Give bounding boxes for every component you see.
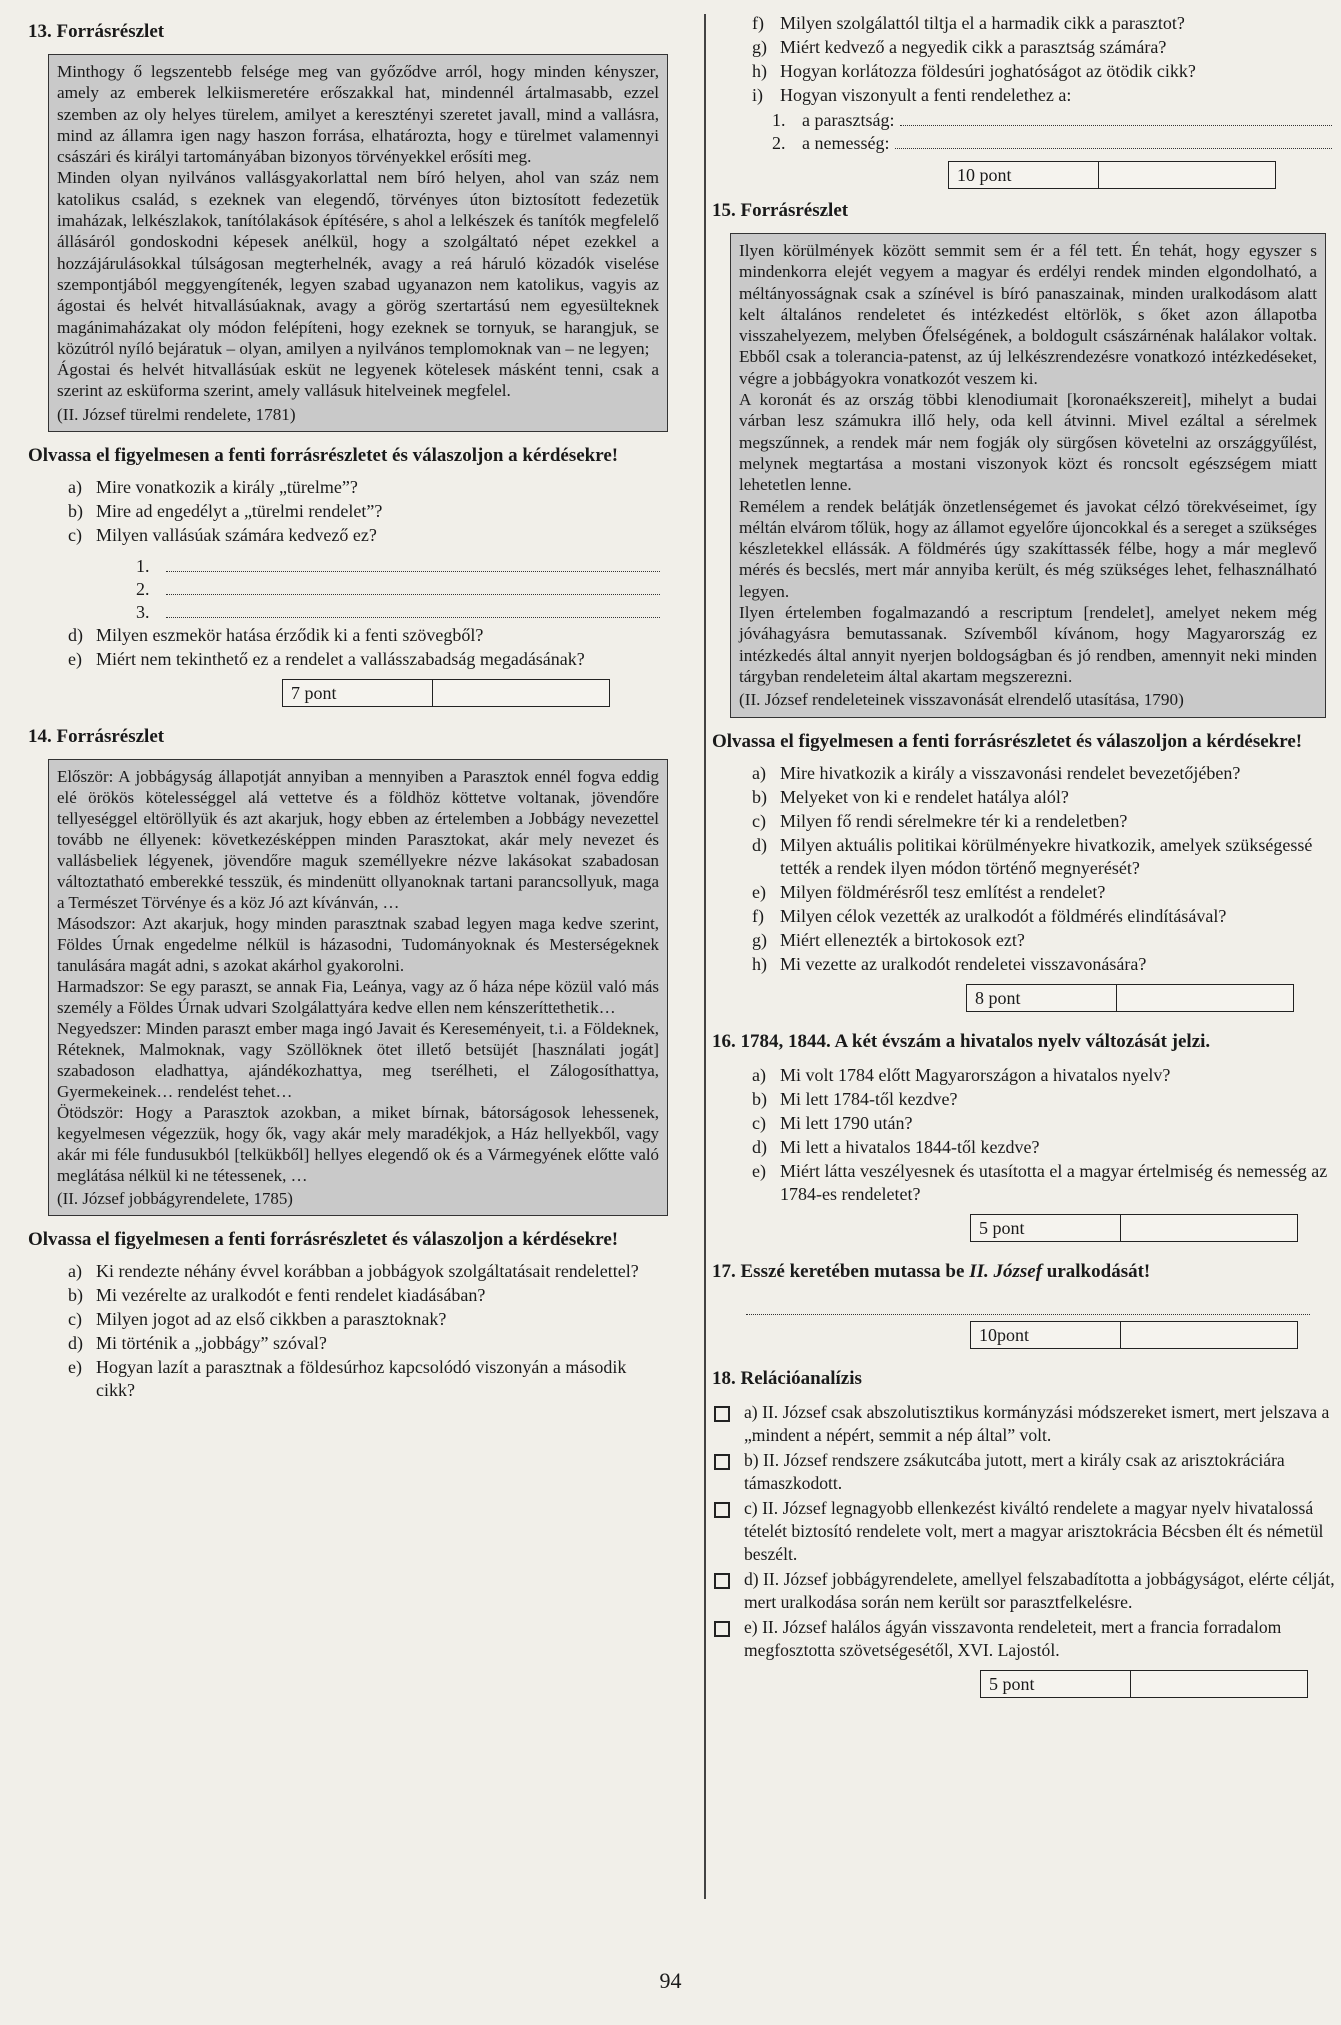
relation-list: [712, 1401, 1340, 1662]
question: c) Mi lett 1790 után?: [752, 1112, 913, 1133]
page-number: 94: [659, 1968, 682, 1993]
question: h) Mi vezette az uralkodót rendeletei visszavonására?: [752, 953, 1147, 974]
source-citation: (II. József jobbágyrendelete, 1785): [57, 1189, 293, 1209]
question: i) Hogyan viszonyult a fenti rendelethez a:: [752, 85, 1072, 105]
question-list: [28, 624, 668, 671]
question: e) Milyen földmérésről tesz említést a rendelet?: [752, 881, 1106, 902]
source-paragraph: Ilyen körülmények között semmit sem ér a fél tett. Én tehát, hogy egyszer s mindenkorra elejét vegyem a magyar és erdélyi rendek minden elgondolható, a méltányosságnak csak a színével is bíró panaszainak, minden uralkodásom alatt kelt általános rendeletet és intézkedést eltörlök, s őket azon állapotba visszahelyezem, melyben Őfelségének, a boldogult császárnénak halálakor voltak. Ebből csak a tolerancia-patenst, az új lelkészrendezésre vonatkozó intézkedéseket, végre a jobbágyokra vonatkozót veszem ki.: [739, 241, 1317, 388]
section-18-title: 18. Relációanalízis: [712, 1367, 862, 1389]
section-16-title: 16. 1784, 1844. A két évszám a hivatalos nyelv változását jelzi.: [712, 1030, 1211, 1052]
section-15: [712, 199, 1340, 1012]
question: d) Mi történik a „jobbágy” szóval?: [68, 1333, 327, 1354]
question-list: [28, 476, 668, 547]
question: d) Milyen aktuális politikai körülményekre hivatkozik, amelyek szükségessé tették a rendek ilyen módon történő megnyerését?: [752, 834, 1313, 878]
section-15-title: 15. Forrásrészlet: [712, 200, 849, 221]
relation-item: c) II. József legnagyobb ellenkezést kiváltó rendelete a magyar nyelv hivatalossá tételét biztosító rendelete volt, mert a magyar arisztokrácia Bécsben élt és németül beszélt.: [712, 1497, 1340, 1566]
question: g) Miért ellenezték a birtokosok ezt?: [752, 929, 1025, 950]
checkbox[interactable]: [714, 1406, 730, 1422]
answer-line[interactable]: 2.: [28, 578, 668, 601]
question: f) Milyen célok vezették az uralkodót a földmérés elindításával?: [752, 905, 1227, 926]
section-17: [712, 1260, 1340, 1349]
question-list: [712, 762, 1340, 976]
question: b) Mi vezérelte az uralkodót e fenti rendelet kiadásában?: [68, 1285, 486, 1306]
question: e) Miért látta veszélyesnek és utasította el a magyar értelmiség és nemesség az 1784-es rendeletet?: [752, 1160, 1328, 1204]
right-column: [712, 12, 1340, 1716]
instruction: Olvassa el figyelmesen a fenti forrásrészletet és válaszoljon a kérdésekre!: [28, 1229, 619, 1251]
question: e) Hogyan lazít a parasztnak a földesúrhoz kapcsolódó viszonyán a második cikk?: [68, 1357, 627, 1401]
question: b) Mi lett 1784-től kezdve?: [752, 1088, 958, 1109]
source-paragraph: Először: A jobbágyság állapotját annyiban a mennyiben a Parasztok ennél fogva eddig elé örökös kötelességgel alá vettetve és a földhöz köttetve voltanak, jövendőre tellyeséggel eltöröllyük és azt akarjuk, hogy ebben az értelemben a Jobbágy nevezettel tovább ne éllyenek: következésképpen minden Parasztokat, akár mely nevezet és vallásbeliek légyenek, jövendőre maguk személlyekre nézve lakásokat szabadosan változtatható emberekké tesszük, és mindenütt ollyanoknak tartani parancsollyuk, maga a Természet Törvénye és a köz Jó azt kívánván, …: [57, 767, 659, 913]
question: b) Mire ad engedélyt a „türelmi rendelet”?: [68, 501, 383, 522]
question: c) Milyen fő rendi sérelmekre tér ki a rendeletben?: [752, 810, 1128, 831]
question-list: [28, 1260, 668, 1402]
relation-item: a) II. József csak abszolutisztikus kormányzási módszereket ismert, mert jelszava a „mindent a népért, semmit a nép által” volt.: [712, 1401, 1340, 1447]
source-paragraph: Remélem a rendek belátják önzetlenségemet és javokat célzó törekvéseimet, így méltán elvárom tőlük, hogy az államot egyelőre újoncokkal és a sereget a szükséges készletekkel ellássák. A földmérés úgy szakíttassék félbe, hogy a már meglevő mérés és becslés, mert már annyiba került, és még szükséges lehet, felhasználható legyen.: [739, 496, 1317, 601]
question-list: [712, 1064, 1340, 1206]
question: c) Milyen jogot ad az első cikkben a parasztoknak?: [68, 1309, 447, 1330]
source-paragraph: Ágostai és helvét hitvallásúak esküt ne legyenek kötelesek másként tenni, csak a szerint az esküforma szerint, amely vallásuk hitelveinek megfelel.: [57, 360, 659, 401]
question: a) Ki rendezte néhány évvel korábban a jobbágyok szolgáltatásait rendelettel?: [68, 1261, 639, 1282]
section-13: [28, 20, 668, 707]
points-box-16[interactable]: [970, 1214, 1298, 1242]
source-paragraph: Minden olyan nyilvános vallásgyakorlattal nem bíró helyen, ahol van száz nem katolikus család, s ezeknek van elegendő, törvényes úton biztosított fedezetük imaházak, lelkészlakok, tanítólakások építésére, s ahol a lelkészek és tanítók megfelelő állásáról gondoskodni képesek anélkül, hogy a szolgáltató népet ezekkel a hozzájárulásokkal túlságosan megterhelnék, avagy a reá háruló közadók viselése szempontjából meggyengítenék, legyen szabad ugyanazon nem katolikus, vagyis az ágostai és helvét hitvallásúaknak, avagy a görög szertartású nem egyesülteknek magánimaházakat oly módon felépíteni, hogy ezeknek se tornyuk, se harangjuk, se közútról nyíló bejáratuk – olyan, amilyen a nyilvános templomoknak van – ne legyen;: [57, 168, 659, 358]
source-paragraph: Minthogy ő legszentebb felsége meg van győződve arról, hogy minden kényszer, amely az emberek lelkiismeretére erőszakkal hat, mindennél ártalmasabb, ezzel szemben az oly helyes türelem, amilyet a keresztényi szeretet javall, mind a vallásra, mind az államra igen nagy haszon forrása, elhatározta, hogy e türelmet valamennyi császári és királyi tartományában bizonyos törvényekkel erősíti meg.: [57, 62, 659, 167]
source-paragraph: A koronát és az ország többi klenodiumait [koronaékszereit], mihelyt a budai várban lesz számukra illő hely, oda kell átvinni. Mivel ezáltal a sérelmek megszűnnek, a rendek már nem fogják oly sürgősen követelni az országgyűlést, melynek megtartása a mostani viszonyok közt és roncsolt egészségem miatt lehetetlen lenne.: [739, 390, 1317, 495]
points-label: 7 pont: [283, 680, 433, 706]
source-paragraph: Ilyen értelemben fogalmazandó a rescriptum [rendelet], amelyet nekem még jóváhagyásra bemutassanak. Szívemből kívánom, hogy Magyarország ez intézkedés által annyit nyerjen boldogságban és jó rendben, amennyit neki minden tárgyban rendeleteim által akartam megszerezni.: [739, 603, 1317, 686]
question: f) Milyen szolgálattól tiltja el a harmadik cikk a parasztot?: [752, 13, 1185, 33]
source-citation: (II. József türelmi rendelete, 1781): [57, 404, 296, 424]
question: d) Milyen eszmekör hatása érződik ki a fenti szövegből?: [68, 625, 484, 646]
answer-line[interactable]: 2. a nemesség:: [712, 132, 1340, 155]
answer-line[interactable]: 3.: [28, 601, 668, 624]
question: e) Miért nem tekinthető ez a rendelet a vallásszabadság megadásának?: [68, 649, 585, 670]
question-list-14-cont: [712, 12, 1340, 107]
question: a) Mi volt 1784 előtt Magyarországon a hivatalos nyelv?: [752, 1064, 1171, 1085]
question: g) Miért kedvező a negyedik cikk a parasztság számára?: [752, 37, 1167, 57]
points-box-14[interactable]: [948, 161, 1276, 189]
section-18: [712, 1367, 1340, 1698]
source-paragraph: Ötödször: Hogy a Parasztok azokban, a miket bírnak, bátorságosok lehessenek, kegyelmesen végezzük, hogy ők, vagy akár mely maradékjok, a Ház hellyekből, vagy akár mi féle fundusukból [telkükből] hellyes elegendő ok és a Vármegyének előtte való meglátása nélkül ki ne tétessenek, …: [57, 1103, 659, 1186]
source-citation: (II. József rendeleteinek visszavonását elrendelő utasítása, 1790): [739, 690, 1184, 710]
points-label: 5 pont: [971, 1215, 1121, 1241]
points-box-15[interactable]: [966, 984, 1294, 1012]
section-17-title: 17. Esszé keretében mutassa be II. József uralkodását!: [712, 1260, 1151, 1282]
relation-item: e) II. József halálos ágyán visszavonta rendeleteit, mert a francia forradalom megfosztotta szövetségesétől, XVI. Lajostól.: [712, 1616, 1340, 1662]
relation-item: d) II. József jobbágyrendelete, amellyel felszabadította a jobbágyságot, elérte célját, mert uralkodása során nem került sor parasztfelkelésre.: [712, 1568, 1340, 1614]
source-paragraph: Harmadszor: Se egy paraszt, se annak Fia, Leánya, vagy az ő háza népe közül való más személy a Földes Úrnak udvari Szolgálattyára kedve ellen nem kénszeríttethetik…: [57, 977, 659, 1018]
source-box-13: [48, 54, 668, 432]
checkbox[interactable]: [714, 1454, 730, 1470]
instruction: Olvassa el figyelmesen a fenti forrásrészletet és válaszoljon a kérdésekre!: [712, 730, 1303, 752]
essay-answer-line[interactable]: [746, 1294, 1310, 1315]
question: b) Melyeket von ki e rendelet hatálya alól?: [752, 786, 1069, 807]
question: h) Hogyan korlátozza földesúri joghatóságot az ötödik cikk?: [752, 61, 1196, 81]
instruction: Olvassa el figyelmesen a fenti forrásrészletet és válaszoljon a kérdésekre!: [28, 445, 619, 467]
column-divider: [704, 14, 706, 1899]
section-14: [28, 725, 668, 1402]
points-label: 10 pont: [949, 162, 1099, 188]
section-16: [712, 1030, 1340, 1242]
points-box-18[interactable]: [980, 1670, 1308, 1698]
checkbox[interactable]: [714, 1621, 730, 1637]
checkbox[interactable]: [714, 1573, 730, 1589]
answer-line[interactable]: 1. a parasztság:: [712, 109, 1340, 132]
points-box-13[interactable]: [282, 679, 610, 707]
source-paragraph: Negyedszer: Minden paraszt ember maga ingó Javait és Kereseményeit, t.i. a Földeknek, Réteknek, Malmoknak, vagy Szöllöknek ötet illető betsüjét [használati jogát] szabadoson eladhattya, ajándékozhattya, meg tserélheti, el Zálogosíthattya, Gyermekeinek… rendelést tehet…: [57, 1019, 659, 1102]
points-label: 5 pont: [981, 1671, 1131, 1697]
section-14-title: 14. Forrásrészlet: [28, 726, 165, 748]
points-label: 10pont: [971, 1322, 1121, 1348]
checkbox[interactable]: [714, 1502, 730, 1518]
answer-line[interactable]: 1.: [28, 555, 668, 578]
question: a) Mire hivatkozik a király a visszavonási rendelet bevezetőjében?: [752, 762, 1241, 783]
question: c) Milyen vallásúak számára kedvező ez?: [68, 525, 377, 546]
question: a) Mire vonatkozik a király „türelme”?: [68, 477, 358, 498]
section-13-title: 13. Forrásrészlet: [28, 21, 165, 42]
source-box-15: [730, 233, 1326, 718]
left-column: [28, 20, 668, 1410]
source-paragraph: Másodszor: Azt akarjuk, hogy minden parasztnak szabad legyen maga kedve szerint, Földes Úrnak engedelme nélkül is házasodni, Tudományoknak és Mesterségeknek tanulására magát adni, s azokat akárhol gyakorolni.: [57, 914, 659, 976]
question: d) Mi lett a hivatalos 1844-től kezdve?: [752, 1136, 1040, 1157]
relation-item: b) II. József rendszere zsákutcába jutott, mert a király csak az arisztokráciára támaszkodott.: [712, 1449, 1340, 1495]
source-box-14: [48, 759, 668, 1216]
points-box-17[interactable]: [970, 1321, 1298, 1349]
points-label: 8 pont: [967, 985, 1117, 1011]
